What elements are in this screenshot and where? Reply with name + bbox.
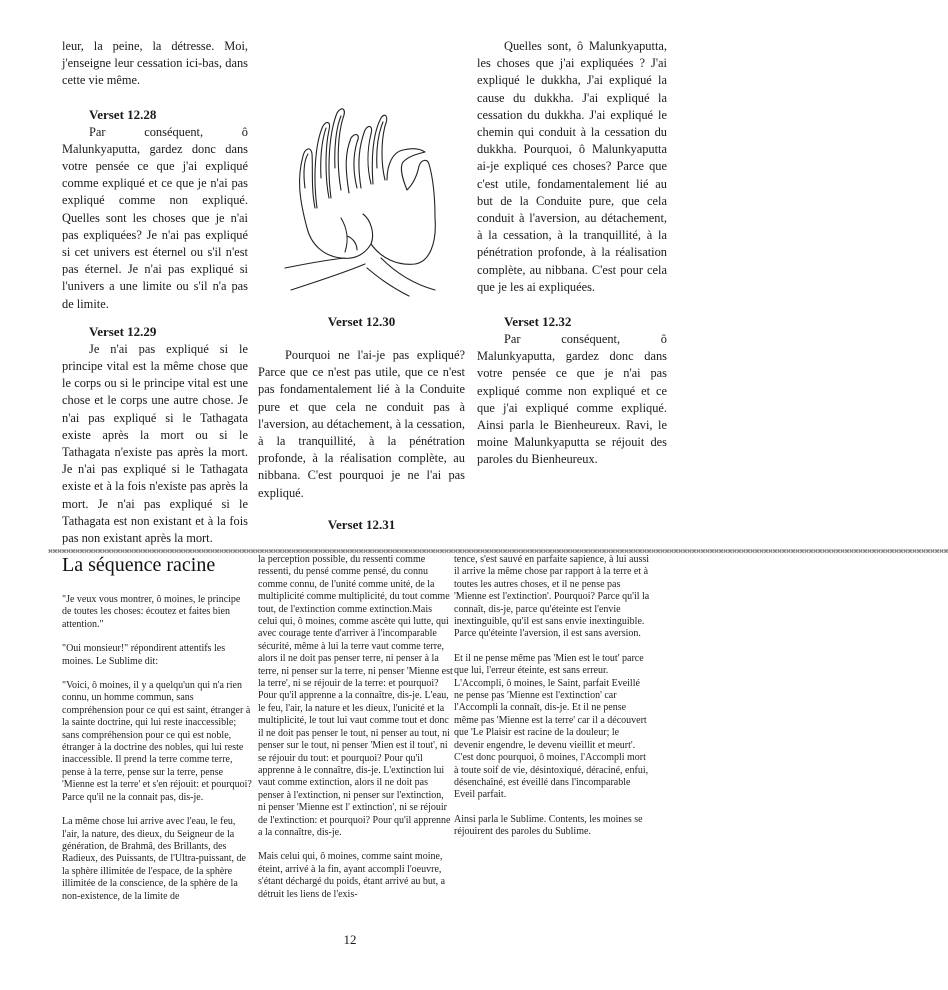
verse-12-29-text: Je n'ai pas expliqué si le principe vital est la même chose que le corps ou si le principe vital est une chose et le corps une autre chose. Je n'ai pas expliqué si le Tathagata existe après la mort ou si le Tathagata n'existe pas après la mort. Je n'ai pas expliqué si le Tathagata existe et à la fois n'existe pas après la mort. Je n'ai pas expliqué si le Tathagata est non existant et à la fois pas non existant après la mort. xyxy=(62,341,248,546)
paragraph: "Je veux vous montrer, ô moines, le principe de toutes les choses: écoutez et faites bien attention." xyxy=(62,594,241,630)
paragraph: tence, s'est sauvé en parfaite sapience, à lui aussi il arrive la même chose par rapport à la terre et à toutes les autres choses, et il ne pense pas 'Mienne est l'extinction'. Pourquoi? Parce qu'il la connaît, dis-je, parce qu'éteinte est l'envie inextinguible, qu'il est sans envie inextinguible. Parce qu'éteinte l'aversion, il est sans aversion. xyxy=(454,554,650,640)
top-column-left xyxy=(62,38,248,547)
paragraph: La même chose lui arrive avec l'eau, le feu, l'air, la nature, des dieux, du Seigneur de la génération, de Brahmâ, des Brillants, des Radieux, des Puissants, de l'Ultra-puissant, de la sphère illimitée de l'espace, de la sphère illimitée de la conscience, de la sphère de la non-existence, de la limite de xyxy=(62,816,246,902)
wrist-left xyxy=(285,258,345,268)
finger-2-inner xyxy=(321,128,326,178)
verse-heading-12-32: Verset 12.32 xyxy=(504,314,572,329)
verse-12-32-text: Par conséquent, ô Malunkyaputta, gardez donc dans votre pensée ce que je n'ai pas expliqué comme non expliqué et ce que j'ai expliqué comme expliqué. Ainsi parla le Bienheureux. Ravi, le moine Malunkyaputta se réjouit des paroles du Bienheureux. xyxy=(477,332,667,467)
intro-paragraph: leur, la peine, la détresse. Moi, j'enseigne leur cessation ici-bas, dans cette vie même. xyxy=(62,39,248,88)
verse-heading-12-28: Verset 12.28 xyxy=(89,106,157,122)
bottom-column-right xyxy=(454,554,650,851)
palm-right xyxy=(371,218,435,264)
verse-heading-12-30: Verset 12.30 xyxy=(327,314,396,329)
verse-heading-12-29: Verset 12.29 xyxy=(89,323,157,339)
paragraph: la perception possible, du ressenti comme ressenti, du pensé comme pensé, du connu comme connu, de l'unité comme unité, de la multiplicité comme multiplicité, du tout comme tout, de l'extinction comme extinction.Mais celui qui, ô moines, comme ascète qui lutte, qui avec courage tente d'arriver à l'incomparable sécurité, même à lui la terre vaut comme terre, alors il ne doit pas penser terre, ni penser à la terre, ni penser sur la terre, ni penser 'Mienne est la terre', ni se réjouir de la terre: et pourquoi? Pour qu'il apprenne a la connaître, dis-je. L'eau, le feu, l'air, la nature et les dieux, l'unicité et la multiplicité, le tout lui vaut comme tout et donc il ne doit pas penser le tout, ni penser au tout, ni penser sur le tout, ni penser 'Mien est il tout', ni se réjouir du tout: et pourquoi? Pour qu'il apprenne à le connaître, dis-je. L'extinction lui vaut comme extinction, alors il ne doit pas penser à l'extinction, ni penser sur l'extinction, ni penser 'Mienne est l' extinction', ni se réjouir de l'extinction: et pourquoi? Pour qu'il apprenne a la connaître, dis-je. xyxy=(258,554,453,838)
paragraph: Mais celui qui, ô moines, comme saint moine, éteint, arrivé à la fin, ayant accompli l'oeuvre, s'étant déchargé du poids, étant arrivé au but, a détruit les liens de l'exis- xyxy=(258,851,446,900)
thumb xyxy=(429,164,435,218)
bottom-column-left xyxy=(62,594,252,915)
section-title: La séquence racine xyxy=(62,554,216,576)
verse-heading-12-31: Verset 12.31 xyxy=(327,516,396,532)
finger-5 xyxy=(359,127,372,188)
page-number: 12 xyxy=(343,932,357,947)
paragraph: "Oui monsieur!" répondirent attentifs les moines. Le Sublime dit: xyxy=(62,643,226,667)
palm-crease-2 xyxy=(347,236,357,250)
paragraph: Et il ne pense même pas 'Mien est le tout' parce que lui, l'erreur éteinte, est sans erreur. L'Accompli, ô moines, le Saint, parfait Eveillé ne pense pas 'Mienne est l'extinction' car l'Accompli la connaît, dis-je. Et il ne pense même pas 'Mienne est la terre' car il a découvert que 'Le Plaisir est racine de la douleur; le devenir engendre, le devenu vieillit et meurt'. C'est donc pourquoi, ô moines, l'Accompli mort à toute soif de vie, désintoxiqué, déraciné, enfui, désenchaîné, est éveillé dans l'incomparable Eveil parfait. xyxy=(454,652,649,801)
top-column-middle xyxy=(258,313,465,534)
wrist-left-lower xyxy=(291,264,365,290)
palm-left xyxy=(307,214,373,258)
verse-12-31-text: Quelles sont, ô Malunkyaputta, les choses que j'ai expliquées ? J'ai expliqué le dukkha, J'ai expliqué la cause du dukkha. J'ai expliqué la cessation du dukkha. J'ai expliqué le chemin qui conduit à la cessation du dukkha. Pourquoi, ô Malunkyaputta ai-je expliqué ces choses? Parce que c'est utile, fondamentalement lié au but de la Conduite pure, que cela conduit à l'aversion, au détachement, à la cessation, à la tranquillité, à la pénétration profonde, à la réalisation complète, au nibbana. C'est pour cela que je les ai expliquées. xyxy=(477,39,667,294)
finger-4 xyxy=(346,135,358,193)
verse-12-28-text: Par conséquent, ô Malunkyaputta, gardez donc dans votre pensée ce que j'ai expliqué comme expliqué et ce que je n'ai pas expliqué comme non expliqué. Quelles sont les choses que je n'ai pas expliquées? Je n'ai pas expliqué si cet univers est éternel ou s'il n'est pas éternel. Je n'ai pas expliqué si l'univers a une limite ou s'il n'a pas de limite. xyxy=(62,124,248,311)
top-column-right xyxy=(477,38,667,296)
finger-3 xyxy=(329,109,344,198)
ornamental-divider: ⌘⌘⌘⌘⌘⌘⌘⌘⌘⌘⌘⌘⌘⌘⌘⌘⌘⌘⌘⌘⌘⌘⌘⌘⌘⌘⌘⌘⌘⌘⌘⌘⌘⌘⌘⌘⌘⌘⌘⌘⌘⌘⌘⌘⌘⌘⌘⌘⌘⌘⌘⌘⌘⌘⌘⌘⌘⌘⌘⌘⌘⌘⌘⌘⌘⌘⌘⌘⌘⌘⌘⌘⌘⌘⌘⌘⌘⌘⌘⌘⌘⌘⌘⌘⌘⌘⌘⌘⌘⌘⌘⌘⌘⌘⌘⌘⌘⌘⌘⌘⌘⌘⌘⌘⌘⌘⌘⌘⌘⌘⌘⌘⌘⌘⌘⌘⌘⌘⌘⌘⌘⌘⌘⌘⌘⌘⌘⌘⌘⌘⌘⌘⌘⌘⌘⌘⌘⌘⌘⌘⌘⌘⌘⌘⌘⌘⌘⌘⌘⌘⌘⌘⌘⌘⌘⌘⌘⌘⌘⌘⌘⌘⌘⌘⌘⌘⌘⌘⌘⌘⌘⌘⌘⌘⌘⌘⌘⌘⌘⌘⌘⌘⌘⌘⌘⌘⌘⌘⌘⌘⌘⌘⌘⌘⌘⌘⌘⌘⌘⌘ xyxy=(48,549,948,555)
verse-12-30-text: Pourquoi ne l'ai-je pas expliqué? Parce que ce n'est pas utile, que ce n'est pas fondamentalement lié à la Conduite pure et que cela ne conduit pas à l'aversion, au détachement, à la cessation, à la tranquillité, à la pénétration profonde, à la réalisation complète, au nibbana. C'est pourquoi je ne l'ai pas expliqué. xyxy=(258,348,465,500)
palm-crease xyxy=(341,218,347,252)
hand-mudra-illustration xyxy=(285,68,445,298)
verse-12-32-block xyxy=(477,313,667,469)
finger-6 xyxy=(372,115,386,184)
finger-1 xyxy=(300,149,315,228)
finger-2 xyxy=(315,123,330,208)
finger-1-inner xyxy=(304,154,308,188)
paragraph: "Voici, ô moines, il y a quelqu'un qui n'a rien connu, un homme commun, sans compréhension pour ce qui est saint, étranger à la sainte doctrine, qui lui reste inaccessible; sans compréhension pour ce qui est noble, étranger à la doctrine des nobles, qui lui reste inaccessible. Il prend la terre comme terre, pense à la terre, pense sur la terre, pense 'Mienne est la terre' et s'en réjouit: et pourquoi? Parce qu'il ne la connait pas, dis-je. xyxy=(62,680,252,803)
wrist-right-lower xyxy=(367,268,409,296)
bottom-column-middle xyxy=(258,554,453,913)
curled-index xyxy=(387,149,429,190)
paragraph: Ainsi parla le Sublime. Contents, les moines se réjouirent des paroles du Sublime. xyxy=(454,813,643,838)
